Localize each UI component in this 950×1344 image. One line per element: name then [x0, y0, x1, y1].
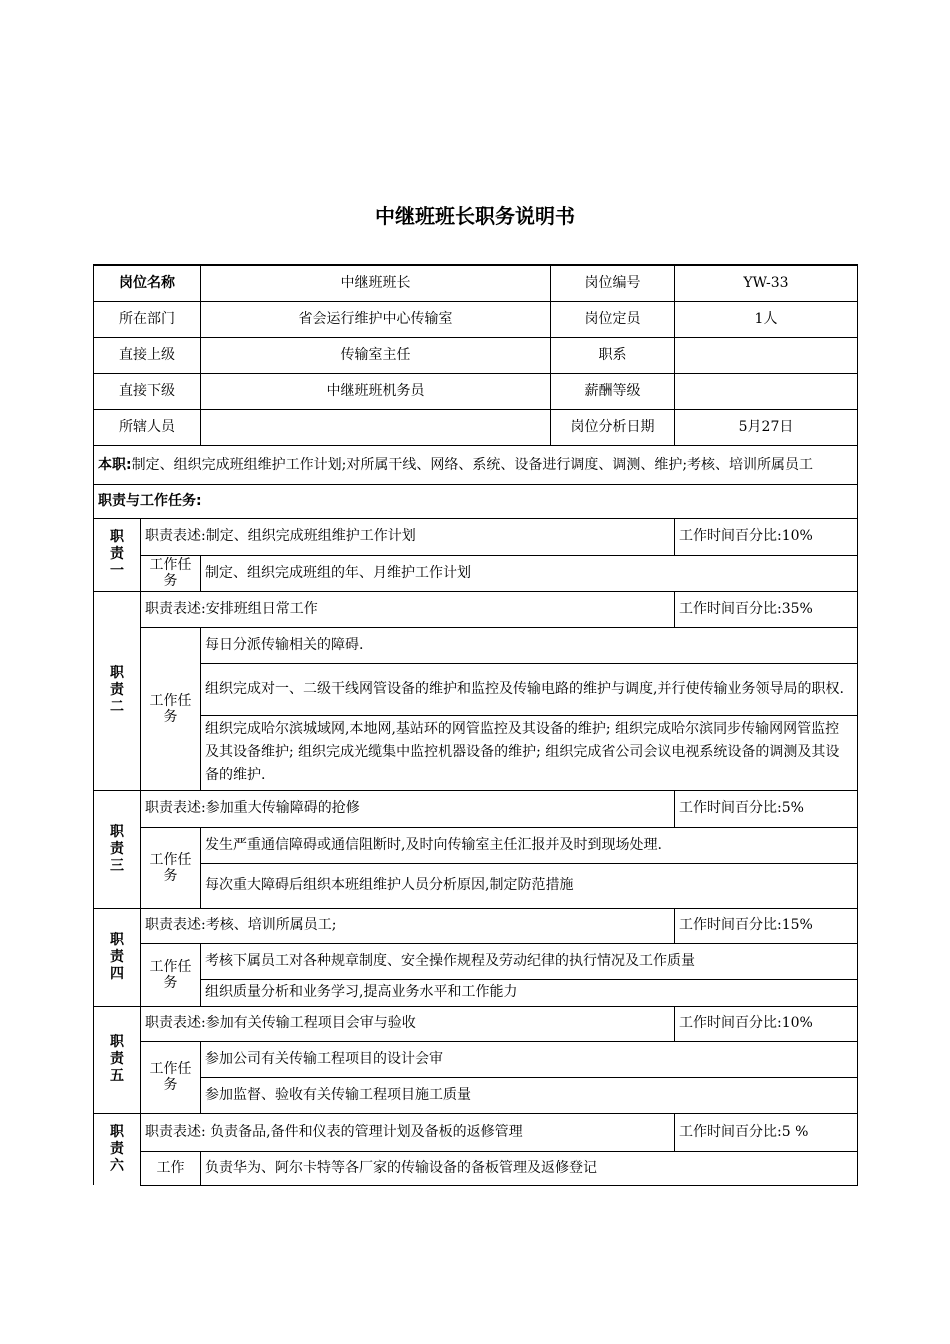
- salary-label: 薪酬等级: [551, 373, 675, 409]
- duty-3-description: 职责表述:参加重大传输障碍的抢修: [141, 790, 675, 827]
- duty-3-task-1: 发生严重通信障碍或通信阻断时,及时向传输室主任汇报并及时到现场处理.: [201, 827, 858, 863]
- duty-4-task-row: [94, 979, 858, 1006]
- duty-6-task-row: [94, 1151, 858, 1185]
- summary-cell: [94, 445, 858, 484]
- quota-label: 岗位定员: [551, 301, 675, 337]
- duty-1-description: 职责表述:制定、组织完成班组维护工作计划: [141, 518, 675, 555]
- dept-value: 省会运行维护中心传输室: [201, 301, 551, 337]
- post-code-value: YW-33: [675, 265, 858, 301]
- summary-row: [94, 445, 858, 484]
- duty-4-description-row: [94, 908, 858, 943]
- post-name-value: 中继班班长: [201, 265, 551, 301]
- dept-label: 所在部门: [94, 301, 201, 337]
- subordinate-label: 直接下级: [94, 373, 201, 409]
- duty-1-description-row: [94, 518, 858, 555]
- summary-text: 制定、组织完成班组维护工作计划;对所属干线、网络、系统、设备进行调度、调测、维护;考核、培训所属员工: [131, 456, 814, 473]
- duty-2-task-2: 组织完成对一、二级干线网管设备的维护和监控及传输电路的维护与调度,并行使传输业务领导局的职权.: [201, 663, 858, 715]
- duty-1-percent: 工作时间百分比:10%: [675, 518, 858, 555]
- duty-2-description-row: [94, 591, 858, 627]
- duty-5-task-row: [94, 1041, 858, 1077]
- duty-6-task-label: 工作: [141, 1151, 201, 1185]
- quota-value: 1人: [675, 301, 858, 337]
- duty-1-task-row: [94, 555, 858, 591]
- duty-2-label: 职 责 二: [94, 591, 141, 790]
- duty-1-task-label: 工作任务: [141, 555, 201, 591]
- duty-5-task-label: 工作任务: [141, 1041, 201, 1113]
- duty-5-percent: 工作时间百分比:10%: [675, 1006, 858, 1041]
- analysis-date-label: 岗位分析日期: [551, 409, 675, 445]
- series-label: 职系: [551, 337, 675, 373]
- duty-3-label: 职 责 三: [94, 790, 141, 908]
- duty-4-description: 职责表述:考核、培训所属员工;: [141, 908, 675, 943]
- info-row-post: [94, 265, 858, 301]
- duty-6-description-row: [94, 1113, 858, 1151]
- post-name-label: 岗位名称: [94, 265, 201, 301]
- duty-3-task-2: 每次重大障碍后组织本班组维护人员分析原因,制定防范措施: [201, 863, 858, 908]
- duty-3-description-row: [94, 790, 858, 827]
- duty-3-task-row: [94, 863, 858, 908]
- duty-3-task-label: 工作任务: [141, 827, 201, 908]
- duty-4-task-label: 工作任务: [141, 943, 201, 1006]
- duty-5-task-1: 参加公司有关传输工程项目的设计会审: [201, 1041, 858, 1077]
- post-code-label: 岗位编号: [551, 265, 675, 301]
- duty-5-task-2: 参加监督、验收有关传输工程项目施工质量: [201, 1077, 858, 1113]
- salary-value: [675, 373, 858, 409]
- duty-6-percent: 工作时间百分比:5 %: [675, 1113, 858, 1151]
- summary-label: 本职:: [98, 456, 132, 473]
- duty-2-task-3: 组织完成哈尔滨城域网,本地网,基站环的网管监控及其设备的维护; 组织完成哈尔滨同步传输网网管监控及其设备维护; 组织完成光缆集中监控机器设备的维护; 组织完成省公司会议电视系统设备的调测及其设备的维护.: [201, 715, 858, 790]
- duties-heading: 职责与工作任务:: [94, 484, 858, 518]
- superior-value: 传输室主任: [201, 337, 551, 373]
- duty-2-task-row: [94, 627, 858, 663]
- staff-value: [201, 409, 551, 445]
- duty-2-task-1: 每日分派传输相关的障碍.: [201, 627, 858, 663]
- duty-5-description-row: [94, 1006, 858, 1041]
- duty-5-task-row: [94, 1077, 858, 1113]
- info-row-dept: [94, 301, 858, 337]
- duty-2-percent: 工作时间百分比:35%: [675, 591, 858, 627]
- duty-5-description: 职责表述:参加有关传输工程项目会审与验收: [141, 1006, 675, 1041]
- duty-6-description: 职责表述: 负责备品,备件和仪表的管理计划及备板的返修管理: [141, 1113, 675, 1151]
- document-title: 中继班班长职务说明书: [375, 204, 575, 228]
- duty-5-label: 职 责 五: [94, 1006, 141, 1113]
- duty-2-task-row: [94, 715, 858, 790]
- duty-4-percent: 工作时间百分比:15%: [675, 908, 858, 943]
- duty-2-task-row: [94, 663, 858, 715]
- superior-label: 直接上级: [94, 337, 201, 373]
- duty-2-task-label: 工作任务: [141, 627, 201, 790]
- duty-2-description: 职责表述:安排班组日常工作: [141, 591, 675, 627]
- info-row-staff: [94, 409, 858, 445]
- duty-4-task-1: 考核下属员工对各种规章制度、安全操作规程及劳动纪律的执行情况及工作质量: [201, 943, 858, 979]
- staff-label: 所辖人员: [94, 409, 201, 445]
- duty-3-task-row: [94, 827, 858, 863]
- duty-6-label: 职 责 六: [94, 1113, 141, 1185]
- series-value: [675, 337, 858, 373]
- duty-4-task-2: 组织质量分析和业务学习,提高业务水平和工作能力: [201, 979, 858, 1006]
- duty-4-task-row: [94, 943, 858, 979]
- duty-4-label: 职 责 四: [94, 908, 141, 1006]
- duty-6-task-1: 负责华为、阿尔卡特等各厂家的传输设备的备板管理及返修登记: [201, 1151, 858, 1185]
- duty-3-percent: 工作时间百分比:5%: [675, 790, 858, 827]
- job-description-table: [93, 264, 857, 1186]
- analysis-date-value: 5月27日: [675, 409, 858, 445]
- subordinate-value: 中继班班机务员: [201, 373, 551, 409]
- info-row-superior: [94, 337, 858, 373]
- info-row-subordinate: [94, 373, 858, 409]
- duty-1-task-1: 制定、组织完成班组的年、月维护工作计划: [201, 555, 858, 591]
- duties-heading-row: [94, 484, 858, 518]
- duty-1-label: 职 责 一: [94, 518, 141, 591]
